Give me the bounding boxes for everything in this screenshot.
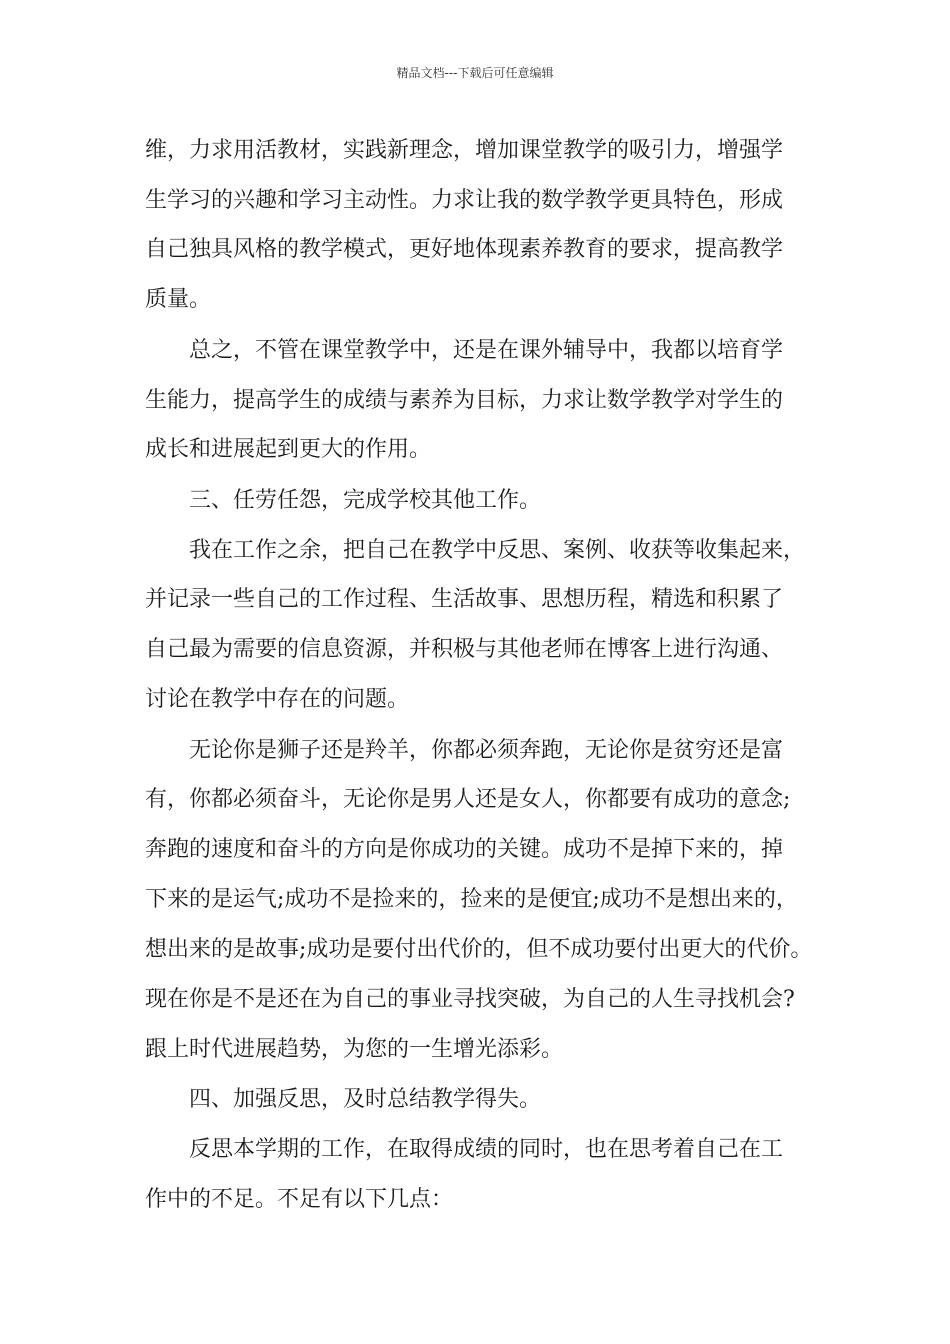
page-header: 精品文档---下载后可任意编辑 — [396, 66, 554, 80]
text-line: 下来的是运气;成功不是捡来的，捡来的是便宜;成功不是想出来的， — [145, 887, 798, 912]
text-line: 并记录一些自己的工作过程、生活故事、思想历程，精选和积累了 — [145, 587, 784, 612]
text-line: 自己最为需要的信息资源，并积极与其他老师在博客上进行沟通、 — [145, 637, 784, 662]
text-line: 生学习的兴趣和学习主动性。力求让我的数学教学更具特色，形成 — [145, 188, 784, 213]
text-line: 生能力，提高学生的成绩与素养为目标，力求让数学教学对学生的 — [145, 388, 784, 413]
text-line: 有，你都必须奋斗，无论你是男人还是女人，你都要有成功的意念; — [145, 787, 791, 812]
text-line: 现在你是不是还在为自己的事业寻找突破，为自己的人生寻找机会? — [145, 987, 795, 1012]
text-line: 无论你是狮子还是羚羊，你都必须奔跑，无论你是贫穷还是富 — [145, 738, 784, 763]
text-line: 我在工作之余，把自己在教学中反思、案例、收获等收集起来， — [145, 538, 806, 563]
text-line: 成长和进展起到更大的作用。 — [145, 437, 432, 462]
text-line: 跟上时代进展趋势，为您的一生增光添彩。 — [145, 1037, 564, 1062]
text-line: 总之，不管在课堂教学中，还是在课外辅导中，我都以培育学 — [145, 338, 784, 363]
section-heading: 三、任劳任怨，完成学校其他工作。 — [145, 488, 542, 513]
text-line: 反思本学期的工作，在取得成绩的同时，也在思考着自己在工 — [145, 1137, 784, 1162]
text-line: 讨论在教学中存在的问题。 — [145, 687, 410, 712]
text-line: 维，力求用活教材，实践新理念，增加课堂教学的吸引力，增强学 — [145, 138, 784, 163]
text-line: 质量。 — [145, 287, 212, 312]
text-line: 作中的不足。不足有以下几点： — [145, 1187, 454, 1212]
text-line: 想出来的是故事;成功是要付出代价的，但不成功要付出更大的代价。 — [145, 937, 813, 962]
text-line: 自己独具风格的教学模式，更好地体现素养教育的要求，提高教学 — [145, 237, 784, 262]
text-line: 奔跑的速度和奋斗的方向是你成功的关键。成功不是掉下来的，掉 — [145, 837, 784, 862]
section-heading: 四、加强反思，及时总结教学得失。 — [145, 1087, 542, 1112]
